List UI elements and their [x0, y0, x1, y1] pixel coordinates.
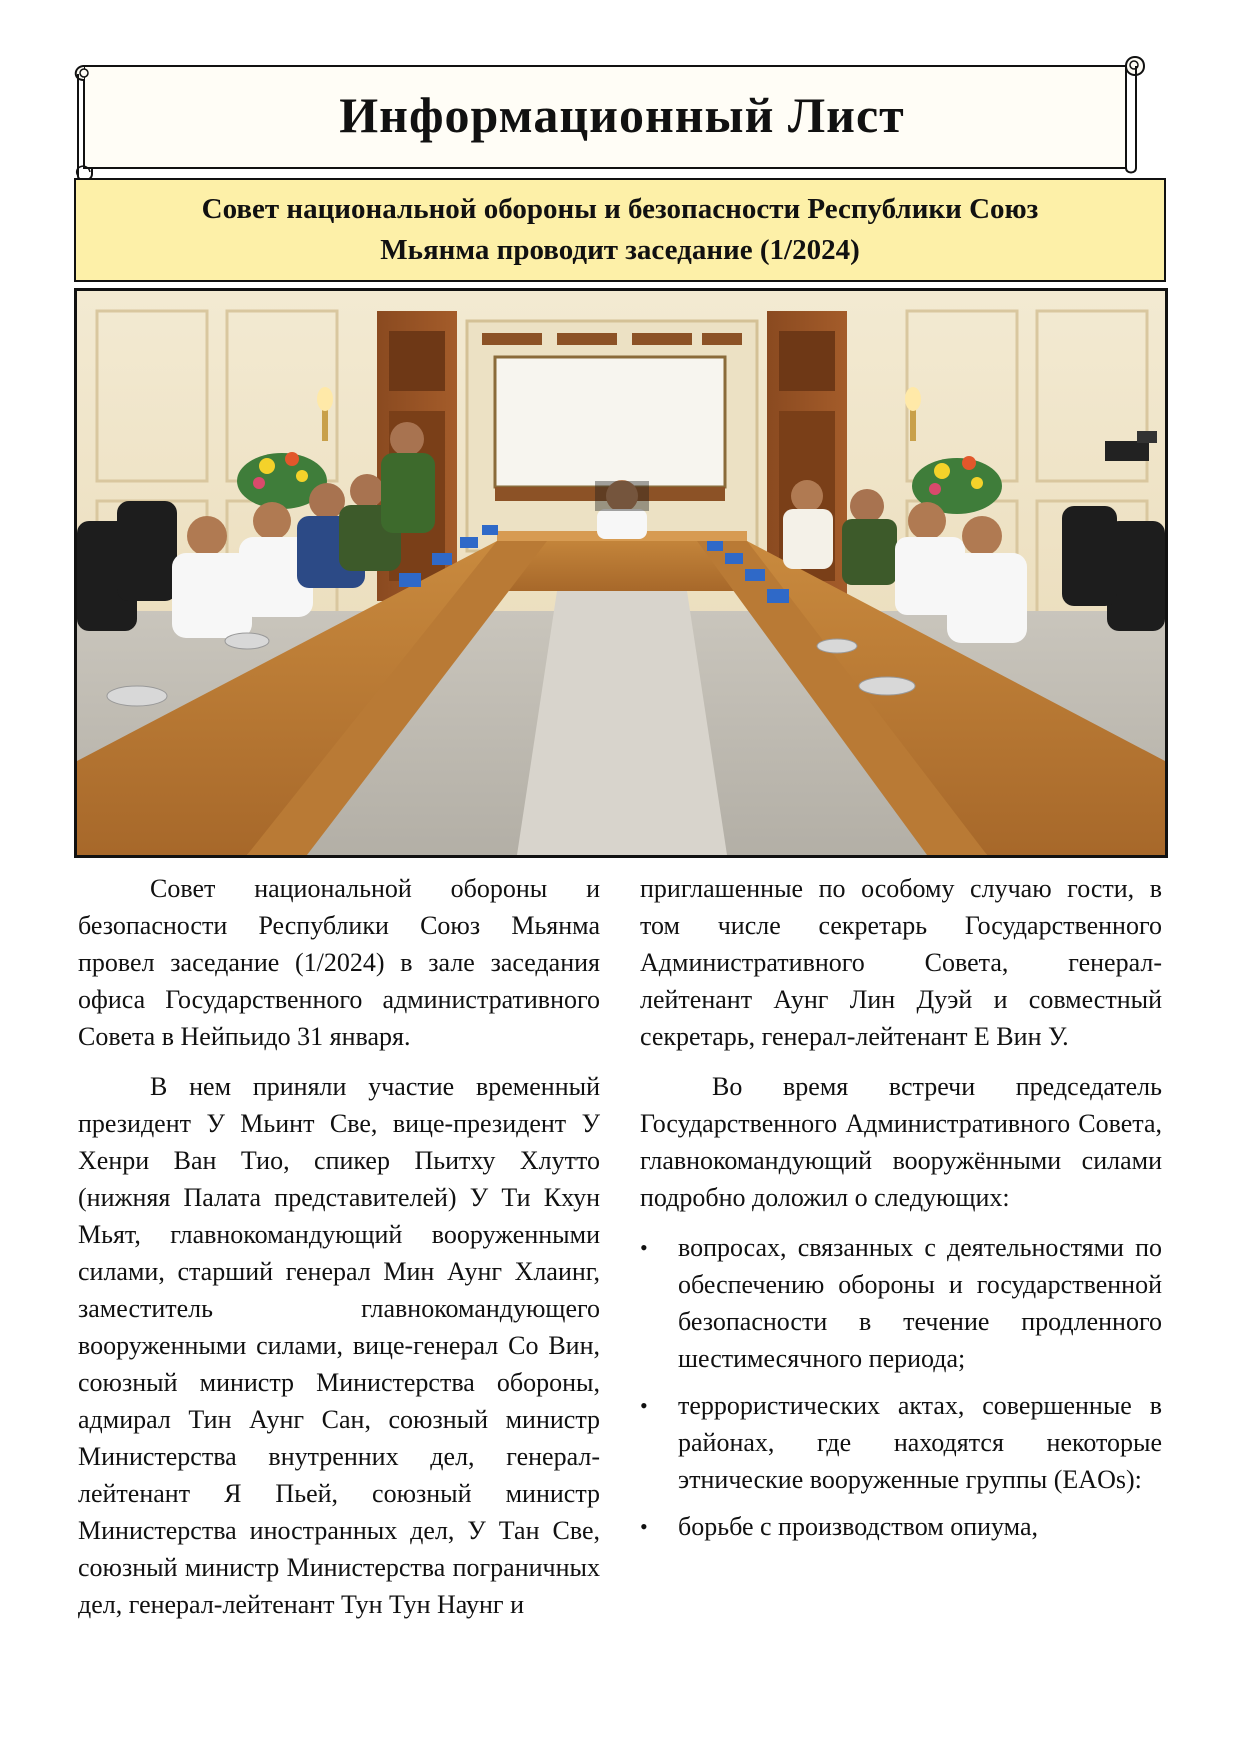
article-paragraph-1: Совет национальной обороны и безопасности Республики Союз Мьянма провел заседание (1/2024) в зале заседания офиса Государственного административного Совета в Нейпьидо 31 января.	[78, 874, 600, 1051]
bullet-icon: •	[640, 1235, 648, 1260]
headline-line-1: Совет национальной обороны и безопасности Республики Союз	[201, 193, 1039, 225]
bullet-icon: •	[640, 1514, 648, 1539]
headline	[130, 189, 1110, 271]
meeting-photo	[74, 288, 1168, 858]
list-item-text: террористических актах, совершенные в районах, где находятся некоторые этнические вооруженные группы (EAOs):	[678, 1391, 1162, 1494]
headline-box	[74, 178, 1166, 282]
banner-title: Информационный Лист	[339, 87, 905, 143]
article-paragraph-continuation: приглашенные по особому случаю гости, в том числе секретарь Государственного Административного Совета, генерал-лейтенант Аунг Лин Дуэй и совместный секретарь, генерал-лейтенант Е Вин У.	[640, 874, 1162, 1051]
meeting-room-illustration	[77, 291, 1165, 855]
list-item	[640, 1508, 1162, 1545]
article-left-column	[78, 870, 600, 1636]
title-banner	[74, 56, 1170, 182]
bullet-icon: •	[640, 1393, 648, 1418]
list-item	[640, 1387, 1162, 1498]
topic-list	[640, 1229, 1162, 1545]
list-item	[640, 1229, 1162, 1377]
article-right-column	[640, 870, 1162, 1555]
article-paragraph-2: В нем приняли участие временный президент У Мьинт Све, вице-президент У Хенри Ван Тио, спикер Пьитху Хлутто (нижняя Палата представителей) У Ти Кхун Мьят, главнокомандующий вооруженными силами, старший генерал Мин Аунг Хлаинг, заместитель главнокомандующего вооруженными силами, вице-генерал Со Вин, союзный министр Министерства обороны, адмирал Тин Аунг Сан, союзный министр Министерства внутренних дел, генерал-лейтенант Я Пьей, союзный министр Министерства иностранных дел, У Тан Све, союзный министр Министерства пограничных дел, генерал-лейтенант Тун Тун Наунг и	[78, 1072, 600, 1619]
list-item-text: борьбе с производством опиума,	[678, 1512, 1038, 1541]
list-item-text: вопросах, связанных с деятельностями по обеспечению обороны и государственной безопасности в течение продленного шестимесячного периода;	[678, 1233, 1162, 1373]
article-paragraph-3: Во время встречи председатель Государственного Административного Совета, главнокомандующий вооружёнными силами подробно доложил о следующих:	[640, 1072, 1162, 1212]
headline-line-2: Мьянма проводит заседание (1/2024)	[380, 234, 860, 266]
